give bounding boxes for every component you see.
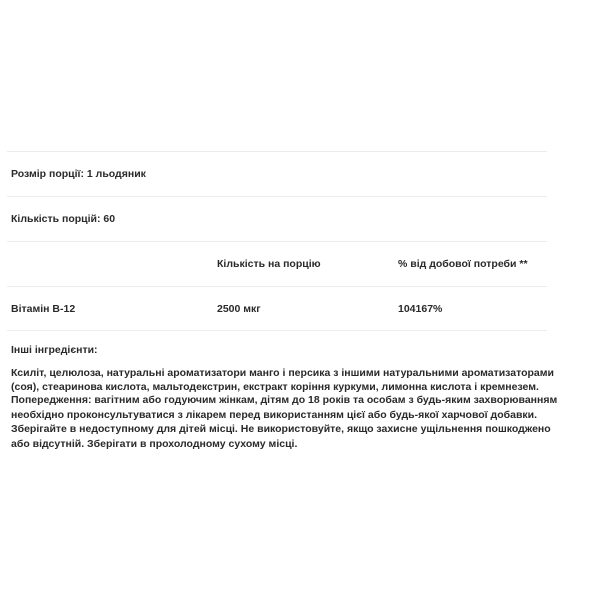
warning-text: Попередження: вагітним або годуючим жінкам, дітям до 18 років та особам з будь-яким захворюванням необхідно проконсультуватися з лікарем перед використанням цієї або будь-якої харчової добавки. Зберігайте в недоступному для дітей місці. Не використовуйте, якщо захисне ущільнення пошкоджено або відсутній. Зберігати в прохолодному сухому місці. <box>11 394 558 450</box>
header-amount-per-serving: Кількість на порцію <box>217 258 321 270</box>
header-daily-value: % від добової потреби ** <box>398 258 528 270</box>
nutrient-amount: 2500 мкг <box>217 303 261 315</box>
servings-count-label: Кількість порцій: 60 <box>11 213 116 225</box>
serving-size-row <box>7 151 547 196</box>
table-header-row <box>7 241 547 286</box>
other-ingredients-heading: Інші інгредієнти: <box>11 344 98 356</box>
other-ingredients-text: Ксиліт, целюлоза, натуральні ароматизатори манго і персика з іншими натуральними ароматизаторами (соя), стеаринова кислота, мальтодекстрин, екстракт коріння куркуми, лимонна кислота і кремнезем. <box>11 366 554 393</box>
nutrient-name: Вітамін В-12 <box>11 303 76 315</box>
nutrient-daily-value: 104167% <box>398 303 443 315</box>
table-row <box>7 286 547 331</box>
serving-size-label: Розмір порції: 1 льодяник <box>11 168 146 180</box>
servings-count-row <box>7 196 547 241</box>
supplement-facts-table <box>7 151 547 331</box>
